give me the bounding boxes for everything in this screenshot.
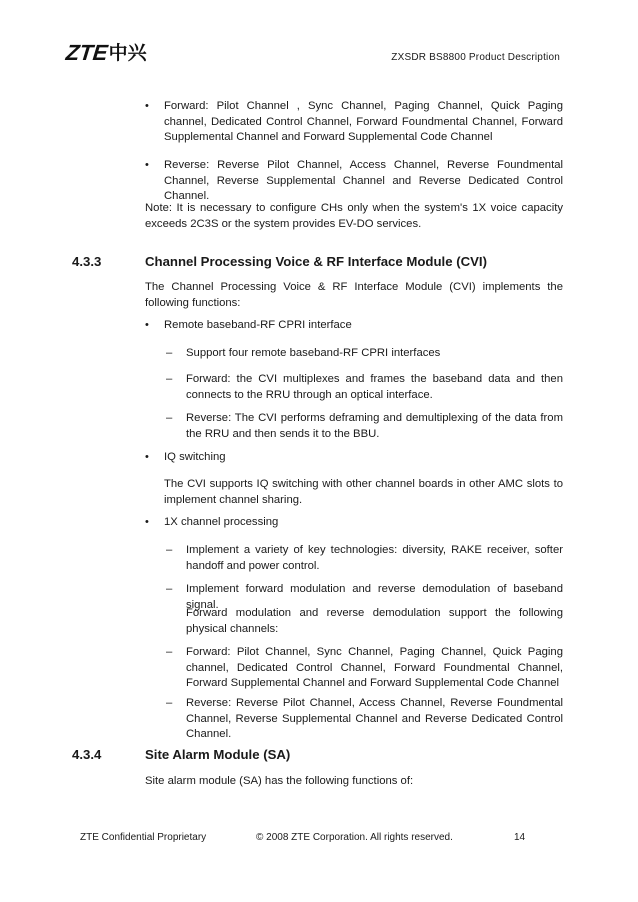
dash-text: Implement forward modulation and reverse demodulation of baseband signal.: [186, 583, 563, 611]
section-number-4-3-3: 4.3.3: [72, 254, 102, 269]
iq-switching-paragraph: The CVI supports IQ switching with other channel boards in other AMC slots to implement channel sharing.: [164, 478, 563, 506]
bullet-icon: •: [145, 516, 149, 528]
bullet-text: 1X channel processing: [164, 516, 279, 528]
dash-text: Forward: the CVI multiplexes and frames the baseband data and then connects to the RRU through an optical interface.: [186, 373, 563, 401]
bullet-text: Forward: Pilot Channel , Sync Channel, Paging Channel, Quick Paging channel, Dedicated Control Channel, Forward Foundmental Channel, Forward Supplemental Channel and Forward Supplemental Code Channel: [164, 100, 563, 144]
dash-text: Forward: Pilot Channel, Sync Channel, Paging Channel, Quick Paging channel, Dedicated Control Channel, Forward Foundmental Channel, Forward Supplemental Channel and Forward Supplemental Code Channel: [186, 646, 563, 690]
dash-icon: –: [166, 583, 173, 595]
note-paragraph: Note: It is necessary to configure CHs only when the system's 1X voice capacity exceeds 2C3S or the system provides EV-DO services.: [145, 202, 563, 230]
bullet-text: Remote baseband-RF CPRI interface: [164, 319, 352, 331]
logo-cjk-text: 中兴: [108, 42, 147, 64]
footer-confidential: ZTE Confidential Proprietary: [80, 832, 207, 843]
dash-text: Reverse: Reverse Pilot Channel, Access Channel, Reverse Foundmental Channel, Reverse Supplemental Channel and Reverse Dedicated Control Channel.: [186, 697, 563, 741]
dash-icon: –: [166, 373, 173, 385]
bullet-icon: •: [145, 451, 149, 463]
dash-text: Support four remote baseband-RF CPRI interfaces: [186, 347, 441, 359]
zte-logo: [66, 42, 147, 64]
footer-copyright: © 2008 ZTE Corporation. All rights reserved.: [256, 832, 453, 843]
dash-icon: –: [166, 412, 173, 424]
bullet-icon: •: [145, 319, 149, 331]
dash-icon: –: [166, 544, 173, 556]
modulation-support-paragraph: Forward modulation and reverse demodulation support the following physical channels:: [186, 607, 563, 635]
cvi-intro-paragraph: The Channel Processing Voice & RF Interface Module (CVI) implements the following functions:: [145, 281, 563, 309]
section-number-4-3-4: 4.3.4: [72, 747, 102, 762]
dash-icon: –: [166, 347, 173, 359]
bullet-icon: •: [145, 100, 149, 112]
sa-intro-paragraph: Site alarm module (SA) has the following functions of:: [145, 775, 414, 787]
logo-latin-text: ZTE: [64, 40, 109, 65]
dash-text: Implement a variety of key technologies: diversity, RAKE receiver, softer handoff and power control.: [186, 544, 563, 572]
bullet-text: Reverse: Reverse Pilot Channel, Access Channel, Reverse Foundmental Channel, Reverse Supplemental Channel and Reverse Dedicated Control Channel.: [164, 159, 563, 203]
header-document-title: ZXSDR BS8800 Product Description: [391, 52, 560, 63]
footer-page-number: 14: [514, 832, 526, 843]
dash-icon: –: [166, 646, 173, 658]
section-title-sa: Site Alarm Module (SA): [145, 747, 291, 762]
bullet-icon: •: [145, 159, 149, 171]
dash-text: Reverse: The CVI performs deframing and demultiplexing of the data from the RRU and then sends it to the BBU.: [186, 412, 563, 440]
dash-icon: –: [166, 697, 173, 709]
section-title-cvi: Channel Processing Voice & RF Interface Module (CVI): [145, 254, 487, 269]
bullet-text: IQ switching: [164, 451, 226, 463]
